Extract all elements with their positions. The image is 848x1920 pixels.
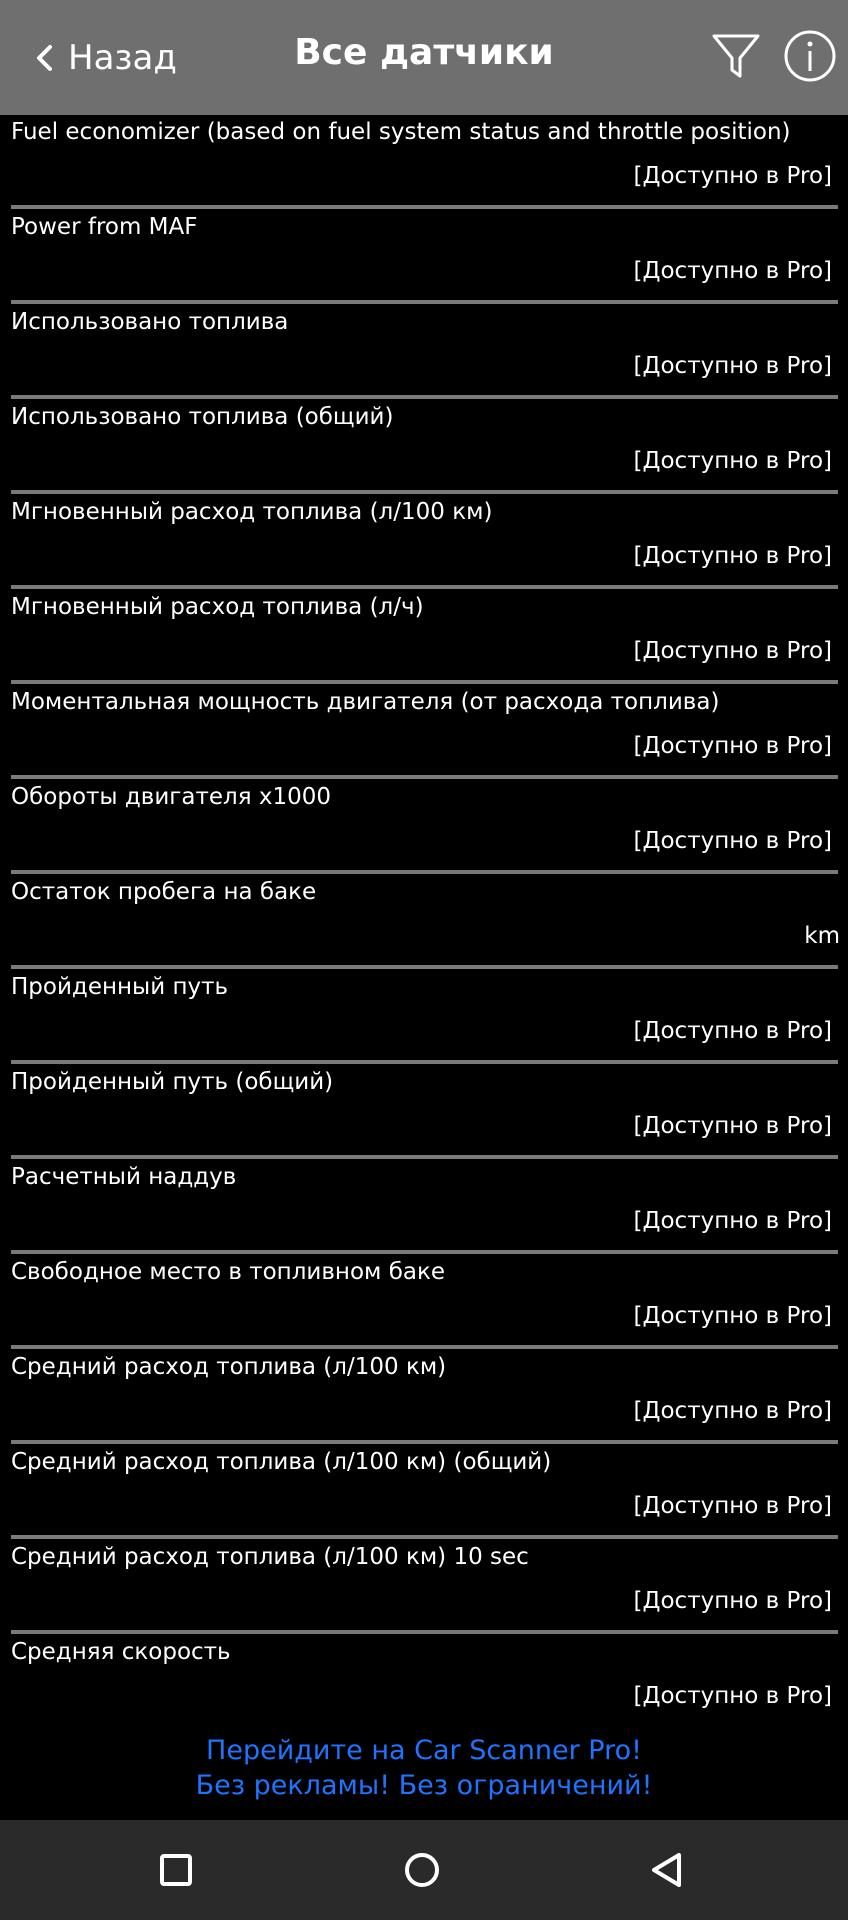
- sensor-row[interactable]: [0, 970, 848, 1065]
- sensor-name: Средняя скорость: [11, 1639, 231, 1665]
- sensor-name: Использовано топлива (общий): [11, 404, 394, 430]
- pro-upgrade-banner[interactable]: [0, 1733, 848, 1803]
- sensor-row[interactable]: [0, 1445, 848, 1540]
- sensor-value: [Доступно в Pro]: [633, 163, 832, 189]
- recent-apps-button[interactable]: [151, 1845, 201, 1895]
- sensor-name: Средний расход топлива (л/100 км) (общий): [11, 1449, 552, 1475]
- row-divider: [11, 1440, 838, 1444]
- sensor-row[interactable]: [0, 1540, 848, 1635]
- sensor-row[interactable]: [0, 495, 848, 590]
- sensor-value: [Доступно в Pro]: [633, 448, 832, 474]
- recent-apps-icon: [151, 1845, 201, 1895]
- sensor-name: Средний расход топлива (л/100 км) 10 sec: [11, 1544, 529, 1570]
- row-divider: [11, 870, 838, 874]
- row-divider: [11, 1060, 838, 1064]
- sensor-row[interactable]: [0, 590, 848, 685]
- back-triangle-icon: [642, 1845, 692, 1895]
- sensor-name: Fuel economizer (based on fuel system status and throttle position): [11, 119, 791, 145]
- top-app-bar: [0, 0, 848, 115]
- row-divider: [11, 585, 838, 589]
- sensor-value: [Доступно в Pro]: [633, 1588, 832, 1614]
- sensor-value: [Доступно в Pro]: [633, 733, 832, 759]
- sensor-value: [Доступно в Pro]: [633, 1493, 832, 1519]
- sensor-value: [Доступно в Pro]: [633, 258, 832, 284]
- sensor-value: [Доступно в Pro]: [633, 1303, 832, 1329]
- sensor-row[interactable]: [0, 685, 848, 780]
- promo-line-2: Без рекламы! Без ограничений!: [195, 1770, 653, 1801]
- sensor-name: Мгновенный расход топлива (л/100 км): [11, 499, 493, 525]
- sensor-row[interactable]: [0, 210, 848, 305]
- sensor-row[interactable]: [0, 1065, 848, 1160]
- filter-button[interactable]: [708, 28, 764, 84]
- sensor-value: [Доступно в Pro]: [633, 638, 832, 664]
- row-divider: [11, 1155, 838, 1159]
- sensor-value: [Доступно в Pro]: [633, 1018, 832, 1044]
- sensor-row[interactable]: [0, 780, 848, 875]
- sensor-name: Пройденный путь (общий): [11, 1069, 334, 1095]
- sensor-row[interactable]: [0, 1255, 848, 1350]
- sensor-name: Пройденный путь: [11, 974, 229, 1000]
- system-back-button[interactable]: [642, 1845, 692, 1895]
- system-navigation-bar: [0, 1820, 848, 1920]
- sensor-name: Моментальная мощность двигателя (от расхода топлива): [11, 689, 720, 715]
- sensor-name: Средний расход топлива (л/100 км): [11, 1354, 447, 1380]
- back-button-label: Назад: [68, 38, 177, 78]
- sensor-value: [Доступно в Pro]: [633, 1208, 832, 1234]
- sensor-name: Обороты двигателя x1000: [11, 784, 332, 810]
- sensor-name: Power from MAF: [11, 214, 198, 240]
- sensor-name: Свободное место в топливном баке: [11, 1259, 446, 1285]
- sensor-value: [Доступно в Pro]: [633, 353, 832, 379]
- sensor-value: [Доступно в Pro]: [633, 1398, 832, 1424]
- row-divider: [11, 1345, 838, 1349]
- sensor-value: km: [804, 923, 840, 949]
- row-divider: [11, 1630, 838, 1634]
- row-divider: [11, 205, 838, 209]
- row-divider: [11, 1535, 838, 1539]
- sensor-name: Остаток пробега на баке: [11, 879, 317, 905]
- sensor-value: [Доступно в Pro]: [633, 543, 832, 569]
- sensor-name: Расчетный наддув: [11, 1164, 237, 1190]
- row-divider: [11, 490, 838, 494]
- home-icon: [397, 1845, 447, 1895]
- row-divider: [11, 395, 838, 399]
- sensor-name: Использовано топлива: [11, 309, 289, 335]
- row-divider: [11, 1250, 838, 1254]
- sensor-row[interactable]: [0, 400, 848, 495]
- filter-icon: [708, 28, 764, 84]
- sensor-value: [Доступно в Pro]: [633, 1113, 832, 1139]
- sensor-row[interactable]: [0, 875, 848, 970]
- row-divider: [11, 775, 838, 779]
- sensor-value: [Доступно в Pro]: [633, 828, 832, 854]
- sensor-row[interactable]: [0, 1350, 848, 1445]
- info-button[interactable]: [782, 28, 838, 84]
- sensor-row[interactable]: [0, 305, 848, 400]
- sensor-name: Мгновенный расход топлива (л/ч): [11, 594, 424, 620]
- row-divider: [11, 300, 838, 304]
- promo-line-1: Перейдите на Car Scanner Pro!: [206, 1735, 642, 1766]
- info-icon: [782, 28, 838, 84]
- home-button[interactable]: [397, 1845, 447, 1895]
- row-divider: [11, 965, 838, 969]
- sensor-row[interactable]: [0, 115, 848, 210]
- sensor-list: [0, 115, 848, 1730]
- row-divider: [11, 680, 838, 684]
- sensor-row[interactable]: [0, 1160, 848, 1255]
- page-title: Все датчики: [294, 32, 554, 73]
- sensor-row[interactable]: [0, 1635, 848, 1730]
- sensor-value: [Доступно в Pro]: [633, 1683, 832, 1709]
